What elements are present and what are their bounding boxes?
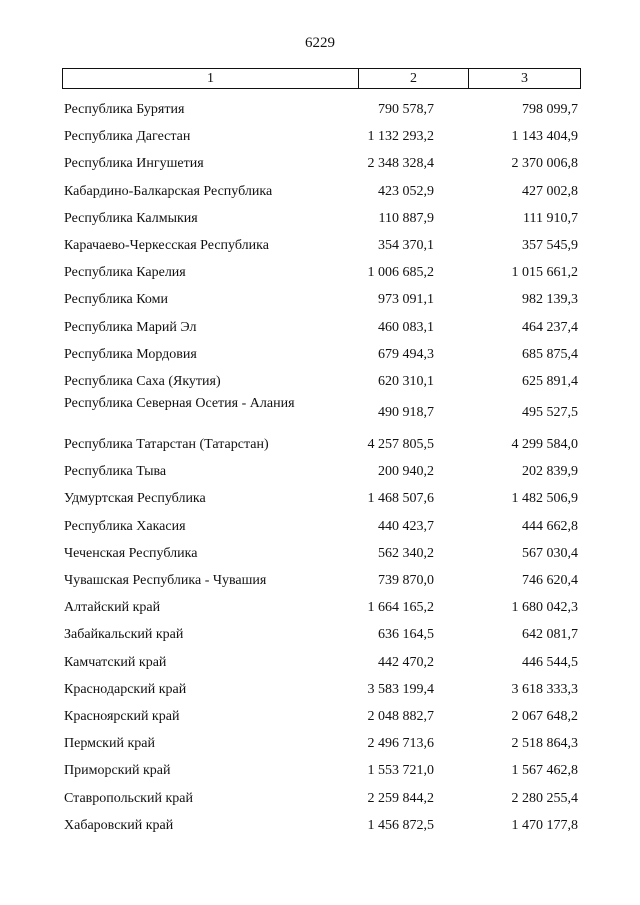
- region-name: Ставропольский край: [64, 790, 193, 806]
- value-col-2: 440 423,7: [378, 518, 434, 534]
- region-name: Хабаровский край: [64, 817, 174, 833]
- value-col-3: 1 470 177,8: [511, 817, 578, 833]
- table-row: [0, 260, 640, 287]
- value-col-3: 746 620,4: [522, 573, 578, 588]
- region-name: Республика Хакасия: [64, 518, 186, 534]
- value-col-2: 2 048 882,7: [367, 708, 434, 724]
- table-row: [0, 206, 640, 233]
- region-name: Приморский край: [64, 763, 171, 779]
- table-row: [0, 459, 640, 486]
- column-header-3: 3: [469, 69, 581, 89]
- table-row: [0, 342, 640, 369]
- value-col-3: 2 370 006,8: [511, 156, 578, 172]
- value-col-2: 1 664 165,2: [367, 600, 434, 616]
- region-name: Республика Марий Эл: [64, 319, 197, 335]
- value-col-3: 464 237,4: [522, 319, 578, 335]
- value-col-3: 798 099,7: [522, 102, 578, 117]
- region-name: Чувашская Республика - Чувашия: [64, 573, 267, 588]
- value-col-3: 446 544,5: [522, 654, 578, 670]
- table-row: [0, 179, 640, 206]
- value-col-2: 3 583 199,4: [367, 681, 434, 697]
- value-col-2: 200 940,2: [378, 464, 434, 480]
- region-name: Алтайский край: [64, 600, 161, 616]
- column-header-row: [63, 69, 581, 89]
- table-row: [0, 287, 640, 314]
- table-row: [0, 622, 640, 649]
- table-row: [0, 514, 640, 541]
- value-col-2: 1 468 507,6: [367, 491, 434, 507]
- table-row: [0, 541, 640, 568]
- region-name: Республика Мордовия: [64, 346, 197, 362]
- value-col-2: 460 083,1: [378, 319, 434, 335]
- table-row: [0, 97, 640, 124]
- table-row: [0, 595, 640, 622]
- table-row: [0, 568, 640, 595]
- table-row: [0, 124, 640, 151]
- value-col-3: 357 545,9: [522, 237, 578, 253]
- value-col-3: 444 662,8: [522, 518, 578, 534]
- region-name: Республика Тыва: [64, 464, 167, 480]
- value-col-2: 423 052,9: [378, 183, 434, 199]
- region-name: Краснодарский край: [64, 681, 187, 697]
- value-col-2: 490 918,7: [378, 405, 434, 421]
- value-col-3: 111 910,7: [523, 210, 578, 226]
- value-col-3: 1 482 506,9: [511, 491, 578, 507]
- value-col-3: 495 527,5: [522, 405, 578, 421]
- value-col-2: 4 257 805,5: [367, 437, 434, 453]
- table-body: [0, 97, 640, 840]
- region-name: Забайкальский край: [64, 627, 184, 643]
- table-row: [0, 151, 640, 178]
- column-header-table: [62, 68, 581, 89]
- region-name: Чеченская Республика: [64, 545, 198, 561]
- value-col-2: 679 494,3: [378, 346, 434, 362]
- table-row: [0, 704, 640, 731]
- page-number: 6229: [305, 35, 335, 51]
- region-name: Пермский край: [64, 736, 155, 752]
- value-col-3: 3 618 333,3: [511, 681, 578, 697]
- region-name: Кабардино-Балкарская Республика: [64, 183, 273, 199]
- column-header-2: 2: [359, 69, 469, 89]
- value-col-3: 1 567 462,8: [511, 763, 578, 779]
- table-row: [0, 369, 640, 396]
- region-name: Республика Коми: [64, 292, 168, 308]
- region-name: Красноярский край: [64, 708, 180, 724]
- value-col-3: 2 280 255,4: [511, 790, 578, 806]
- region-name: Удмуртская Республика: [64, 491, 206, 507]
- value-col-2: 562 340,2: [378, 545, 434, 561]
- table-row: [0, 813, 640, 840]
- table-row: [0, 731, 640, 758]
- value-col-3: 685 875,4: [522, 346, 578, 362]
- region-name: Республика Дагестан: [64, 129, 191, 145]
- value-col-2: 790 578,7: [378, 102, 434, 117]
- region-name: Республика Карелия: [64, 265, 186, 281]
- value-col-2: 739 870,0: [378, 573, 434, 588]
- value-col-3: 4 299 584,0: [511, 437, 578, 453]
- value-col-3: 427 002,8: [522, 183, 578, 199]
- region-name: Республика Саха (Якутия): [64, 373, 221, 389]
- table-row: [0, 758, 640, 785]
- table-row: [0, 396, 640, 432]
- value-col-2: 2 496 713,6: [367, 736, 434, 752]
- value-col-3: 567 030,4: [522, 545, 578, 561]
- region-name: Камчатский край: [64, 654, 167, 670]
- table-row: [0, 677, 640, 704]
- value-col-2: 1 456 872,5: [367, 817, 434, 833]
- table-row: [0, 650, 640, 677]
- region-name: Республика Ингушетия: [64, 156, 204, 172]
- value-col-3: 202 839,9: [522, 464, 578, 480]
- value-col-3: 1 680 042,3: [511, 600, 578, 616]
- region-name: Республика Бурятия: [64, 102, 185, 117]
- value-col-3: 1 015 661,2: [511, 265, 578, 281]
- value-col-3: 2 518 864,3: [511, 736, 578, 752]
- value-col-3: 625 891,4: [522, 373, 578, 389]
- region-name: Карачаево-Черкесская Республика: [64, 237, 269, 253]
- value-col-2: 620 310,1: [378, 373, 434, 389]
- value-col-2: 110 887,9: [378, 210, 434, 226]
- region-name: Республика Северная Осетия - Алания: [64, 396, 295, 412]
- value-col-3: 1 143 404,9: [511, 129, 578, 145]
- value-col-3: 982 139,3: [522, 292, 578, 308]
- value-col-2: 2 348 328,4: [367, 156, 434, 172]
- region-name: Республика Татарстан (Татарстан): [64, 437, 269, 453]
- value-col-2: 354 370,1: [378, 237, 434, 253]
- table-row: [0, 315, 640, 342]
- table-row: [0, 486, 640, 513]
- table-row: [0, 233, 640, 260]
- value-col-3: 642 081,7: [522, 627, 578, 643]
- value-col-2: 2 259 844,2: [367, 790, 434, 806]
- region-name: Республика Калмыкия: [64, 210, 198, 226]
- column-header-1: 1: [63, 69, 359, 89]
- value-col-2: 442 470,2: [378, 654, 434, 670]
- value-col-2: 973 091,1: [378, 292, 434, 308]
- value-col-2: 1 132 293,2: [367, 129, 434, 145]
- value-col-3: 2 067 648,2: [511, 708, 578, 724]
- value-col-2: 1 006 685,2: [367, 265, 434, 281]
- table-row: [0, 432, 640, 459]
- value-col-2: 1 553 721,0: [367, 763, 434, 779]
- value-col-2: 636 164,5: [378, 627, 434, 643]
- table-row: [0, 786, 640, 813]
